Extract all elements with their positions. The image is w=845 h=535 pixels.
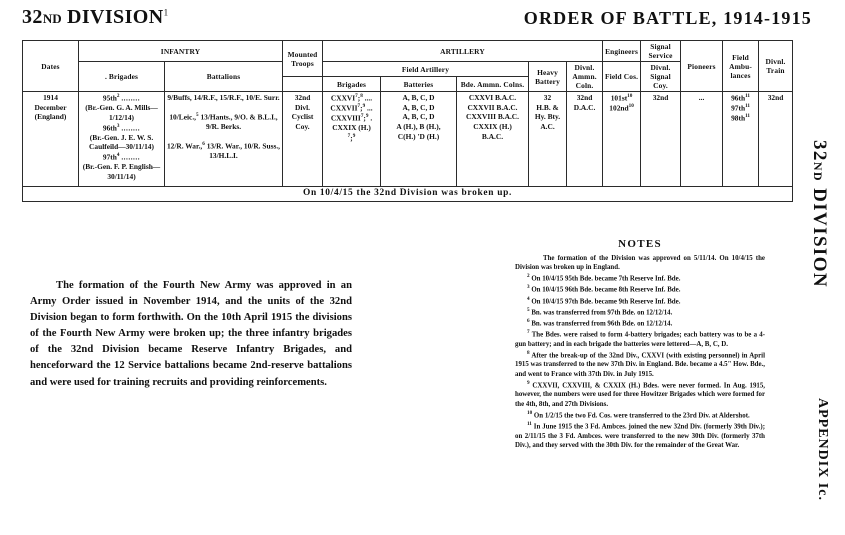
text-line: CXXVIII$^7$;$^9$ . [330,113,373,123]
cell-field-ambulances [723,92,759,187]
table-header-row-1 [23,41,793,62]
running-head-division-word: DIVISION [809,188,830,289]
cell-field-ambulances-lines [724,93,757,123]
cell-infantry-battalions [165,92,283,187]
header-infantry-battalions: Battalions [165,62,283,92]
text-line: CXXVII$^7$;$^9$ ... [330,103,373,113]
note-marker: 5 [527,306,530,313]
text-line: A, B, C, D [402,102,435,112]
header-fa-batteries: Batteries [381,77,457,92]
note-marker: 6 [527,318,530,325]
brigade-entry [80,152,163,181]
text-line: CXXVII B.A.C. [467,102,518,112]
text-line: 32nd [576,93,593,103]
text-line: A.C. [540,122,555,132]
table-row [23,92,793,187]
text-line: B.A.C. [481,131,504,141]
brigade-name: $95th^2$ ........ [102,93,141,103]
cell-dates-lines [24,93,77,122]
text-line: A, B, C, D [402,93,435,103]
note-marker: 7 [527,329,530,336]
note-item: $^2$ On 10/4/15 95th Bde. became 7th Reserve Inf. Bde. [527,273,681,283]
running-head-appendix: APPENDIX Ic. [815,398,830,501]
header-infantry-brigades: . Brigades [79,62,165,92]
text-line: Hy. Bty. [534,112,561,122]
table-footer-note: On 10/4/15 the 32nd Division was broken up. [23,187,793,201]
note-marker: 4 [527,295,530,302]
header-artillery: ARTILLERY [323,41,603,62]
header-field-cos: Field Cos. [603,62,641,92]
header-infantry: INFANTRY [79,41,283,62]
brigade-entry [80,93,163,122]
text-line: December [34,102,67,112]
running-head-division-ordinal: ND [811,161,825,182]
cell-divnl-train [759,92,793,187]
cell-field-cos [603,92,641,187]
notes-intro: The formation of the Division was approved on 5/11/14. On 10/4/15 the Division was broken up in England. [515,255,765,272]
note-marker: 9 [527,379,530,386]
battalion-entry: 9/Buffs, 14/R.F., 15/R.F., 10/E. Surr. [167,93,280,103]
note-marker: 11 [527,420,532,427]
header-divnl-train: Divnl. Train [759,41,793,92]
text-line: CXXVI$^7$;$^8$ .... [330,93,373,103]
header-dates: Dates [23,41,79,92]
note-item: $^3$ On 10/4/15 96th Bde. became 8th Reserve Inf. Bde. [527,284,681,294]
cell-brigades-list [80,93,163,181]
notes-title: NOTES [618,238,662,250]
masthead-footnote-marker: 1 [163,7,169,18]
text-line: (England) [34,112,67,122]
body-paragraph: The formation of the Fourth New Army was approved in an Army Order issued in November 1914, and the units of the 32nd Division began to form forthwith. On the 10th April 1915 the divisions of the Fourth New Army were broken up; the three infantry brigades of the 32nd Division became Reserve Infantry Brigades, and henceforward the 12 Service battalions became 2nd-reserve battalions and were used for training recruits and providing reinforcements. [30,280,352,388]
header-field-ambulances: Field Ambu-lances [723,41,759,92]
text-line: CXXVI B.A.C. [468,93,517,103]
brigade-name: $97th^4$ ........ [102,151,141,162]
header-engineers: Engineers [603,41,641,62]
text-line: $96th^{11}$ [731,93,750,103]
text-line: Coy. [295,122,310,132]
text-line: 32nd [767,93,784,103]
cell-divnl-ammn-coln [567,92,603,187]
note-marker: 2 [527,273,530,280]
body-text-block [30,278,352,391]
cell-fa-brigades-lines [324,93,379,143]
cell-heavy-battery [529,92,567,187]
header-heavy-battery: Heavy Battery [529,62,567,92]
cell-pioneers [681,92,723,187]
header-pioneers: Pioneers [681,41,723,92]
cell-mounted-troops [283,92,323,187]
header-divnl-ammn-coln: Divnl. Ammn. Coln. [567,62,603,92]
table-header-row-2 [23,62,793,77]
text-line: $98th^{11}$ [731,113,750,123]
note-item: $^7$ The Bdes. were raised to form 4-battery brigades; each battery was to be a 4-gun battery; and in each brigade the batteries were lettered—A, B, C, D. [515,329,765,348]
text-line: CXXIX (H.) [332,123,371,133]
note-item: $^5$ Bn. was transferred from 97th Bde. on 12/12/14. [527,306,673,317]
brigade-entry [80,123,163,152]
text-line: Divl. [295,102,310,112]
cell-battalions-list [166,93,281,160]
order-of-battle-table [22,40,793,202]
header-bde-ammn-colns: Bde. Ammn. Colns. [457,77,529,92]
order-of-battle-table-wrapper [22,40,792,202]
text-line: $^7$;$^9$ [347,133,356,143]
text-line: $101st^{10}$ [610,93,633,103]
text-line: D.A.C. [573,102,596,112]
masthead-right-title: ORDER OF BATTLE, 1914-1915 [523,8,812,28]
header-field-artillery: Field Artillery [323,62,529,77]
notes-body [515,254,765,450]
header-signal-service: Signal Service [641,41,681,62]
cell-field-cos-lines [604,93,639,113]
text-line: $97th^{11}$ [731,103,750,113]
cell-pioneers-lines [682,93,721,103]
cell-bde-ammn-colns-lines [458,93,527,141]
text-line: Cyclist [291,112,314,122]
battalion-entry: 10/Leic.,$^5$ 13/Hants., 9/O. & B.L.I., 9/R. Berks. [169,111,278,131]
brigade-commander: (Br.-Gen. J. E. W. S. Caulfeild—30/11/14) [89,132,154,152]
text-line: A, B, C, D [402,112,435,122]
notes-list [515,273,765,450]
header-mounted-troops [283,41,323,77]
text-line: C(H.) 'D (H.) [397,131,440,141]
cell-divnl-signal-coy [641,92,681,187]
cell-divnl-train-lines [760,93,791,103]
masthead [22,6,812,34]
masthead-left-title [22,6,168,29]
running-head-division-number: 32 [809,140,830,162]
cell-fa-batteries-lines [382,93,455,141]
text-line: 32nd [652,93,669,103]
note-item: $^4$ On 10/4/15 97th Bde. became 9th Reserve Inf. Bde. [527,295,681,305]
running-head-division [808,140,830,288]
table-footer-row [23,187,793,201]
masthead-division-number: 32 [22,6,43,28]
cell-bde-ammn-colns [457,92,529,187]
brigade-name: $96th^3$ ........ [102,122,141,132]
header-mounted-troops-spacer [283,77,323,92]
note-item: $^{10}$ On 1/2/15 the two Fd. Cos. were transferred to the 23rd Div. at Aldershot. [527,409,750,420]
cell-mounted-troops-lines [284,93,321,132]
text-line: ... [698,93,705,103]
note-item: $^{11}$ In June 1915 the 3 Fd. Ambces. joined the new 32nd Div. (formerly 39th Div.); on 2/11/15 the 3 Fd. Ambces. were transferred to the new 30th Div. (formerly 37th Div.), and they served with the 30th Div. for the remainder of the Great War. [515,420,765,449]
note-marker: 8 [527,349,530,356]
battalion-entry: 12/R. War.,$^6$ 13/R. War., 10/R. Suss., 13/H.L.I. [166,140,281,160]
text-line: 1914 [43,93,58,103]
text-line: H.B. & [536,102,559,112]
cell-dates [23,92,79,187]
masthead-division-ordinal: ND [42,11,62,26]
masthead-division-word: DIVISION [67,6,164,28]
text-line: 32nd [294,93,311,103]
header-fa-brigades: Brigades [323,77,381,92]
text-line: 32 [543,93,552,103]
cell-divnl-ammn-coln-lines [568,93,601,112]
text-line: A (H.), B (H.), [396,122,441,132]
cell-infantry-brigades [79,92,165,187]
header-mounted-troops-label: Mounted Troops [287,49,318,68]
text-line: CXXIX (H.) [473,122,512,132]
note-marker: 10 [527,409,533,416]
note-item: $^9$ CXXVII, CXXVIII, & CXXIX (H.) Bdes. were never formed. In Aug. 1915, however, the numbers were used for three Howitzer Brigades which were formed for the 4th, 8th, and 27th Divisions. [515,379,765,408]
header-divnl-signal-coy: Divnl. Signal Coy. [641,62,681,92]
brigade-commander: (Br.-Gen. G. A. Mills—1/12/14) [85,103,158,122]
note-marker: 3 [527,284,530,291]
text-line: CXXVIII B.A.C. [466,112,519,122]
cell-fa-brigades [323,92,381,187]
cell-fa-batteries [381,92,457,187]
note-item: $^8$ After the break-up of the 32nd Div., CXXVI (with existing personnel) in April 1915 was transferred to the new 37th Div. in England. Bde. became a 4.5" How. Bde., and went to France with 37th Div. in July 1915. [515,349,765,378]
cell-divnl-signal-coy-lines [642,93,679,103]
notes-block [515,238,765,451]
brigade-commander: (Br.-Gen. F. P. English—30/11/14) [82,161,161,181]
text-line: $102nd^{10}$ [609,103,634,113]
note-item: $^6$ Bn. was transferred from 96th Bde. on 12/12/14. [527,318,673,328]
cell-heavy-battery-lines [530,93,565,132]
